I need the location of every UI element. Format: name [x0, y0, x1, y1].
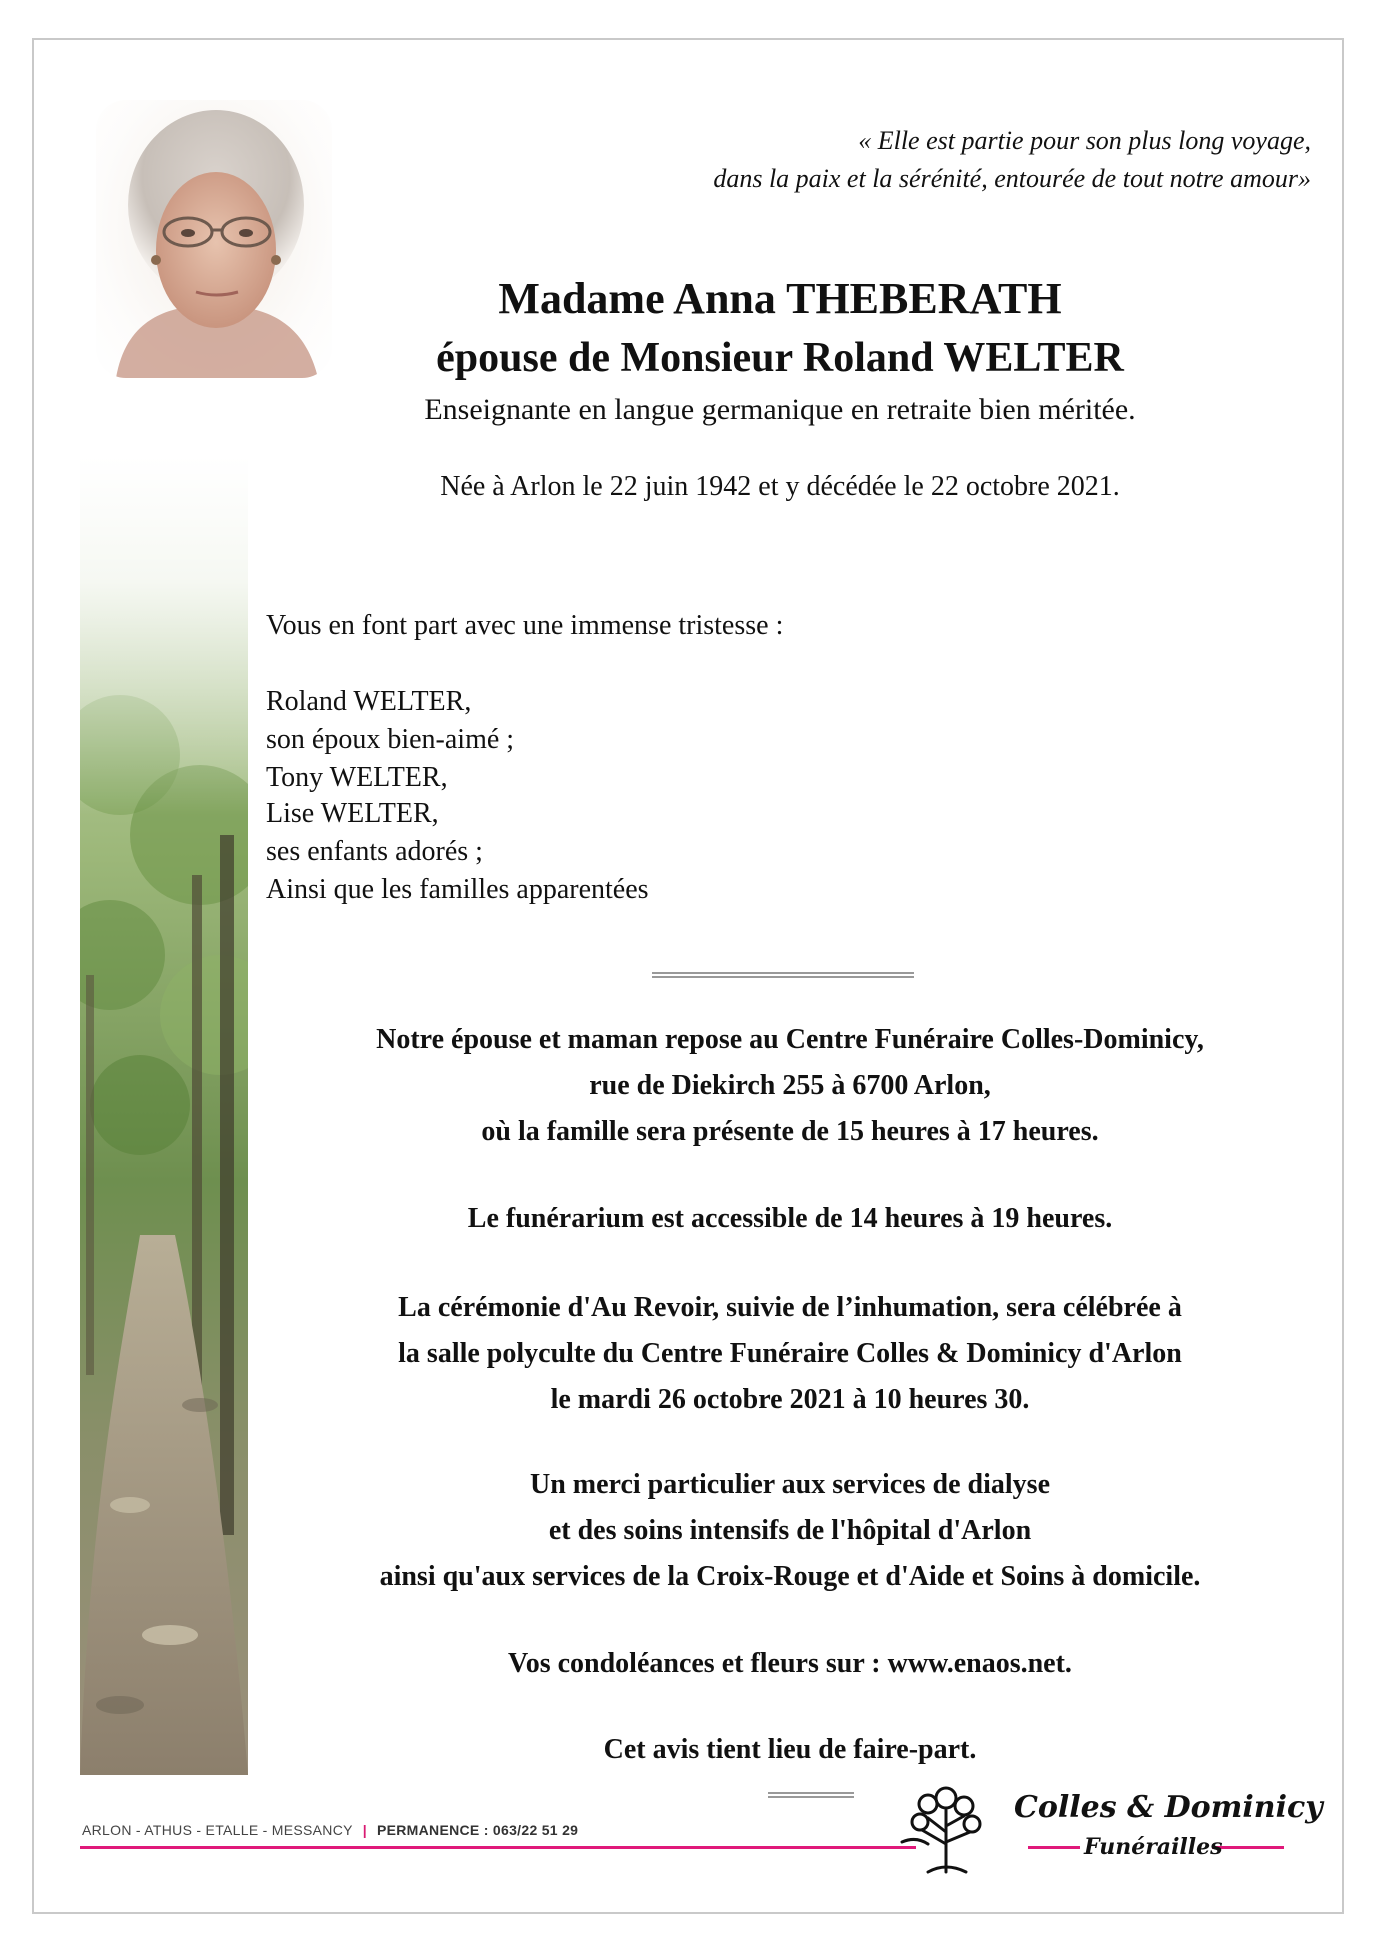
- footer-pink-line: [80, 1846, 916, 1849]
- ceremony-line-2: la salle polyculte du Centre Funéraire Colles & Dominicy d'Arlon: [398, 1338, 1182, 1369]
- forest-fade: [80, 455, 248, 815]
- footer-separator: |: [362, 1822, 367, 1838]
- thanks-line-2: et des soins intensifs de l'hôpital d'Arlon: [548, 1515, 1032, 1546]
- portrait-photo: [96, 100, 332, 378]
- husband-role: son époux bien-aimé ;: [266, 724, 515, 755]
- condolences-info: [270, 1641, 1310, 1687]
- condolences-line: Vos condoléances et fleurs sur : www.enaos.net.: [508, 1648, 1072, 1679]
- birth-death-dates: Née à Arlon le 22 juin 1942 et y décédée le 22 octobre 2021.: [440, 471, 1120, 502]
- child-name-2: Lise WELTER,: [266, 798, 439, 829]
- children-role: ses enfants adorés ;: [266, 836, 483, 867]
- spouse-line: épouse de Monsieur Roland WELTER: [436, 335, 1124, 381]
- thanks-line-1: Un merci particulier aux services de dialyse: [530, 1469, 1050, 1500]
- footer-contact: [82, 1822, 578, 1838]
- footer-divider: [768, 1792, 854, 1798]
- rest-line-2: rue de Diekirch 255 à 6700 Arlon,: [589, 1070, 991, 1101]
- family-intro: Vous en font part avec une immense tristesse :: [266, 610, 784, 641]
- section-divider: [652, 972, 914, 978]
- brand-subtitle: Funérailles: [1084, 1834, 1223, 1860]
- relatives-line: Ainsi que les familles apparentées: [266, 874, 649, 905]
- ceremony-info: [270, 1285, 1310, 1423]
- profession-line: Enseignante en langue germanique en retraite bien méritée.: [424, 393, 1136, 426]
- quote-line-1: « Elle est partie pour son plus long voyage,: [858, 126, 1311, 155]
- epitaph-quote: [551, 122, 1311, 198]
- thanks-info: [270, 1462, 1310, 1600]
- forest-path-photo: [80, 455, 248, 1775]
- access-info: [270, 1196, 1310, 1242]
- quote-line-2: dans la paix et la sérénité, entourée de tout notre amour»: [713, 164, 1311, 193]
- husband-name: Roland WELTER,: [266, 686, 472, 717]
- deceased-name: Madame Anna THEBERATH: [498, 274, 1062, 323]
- company-logo: [888, 1782, 1323, 1882]
- ceremony-line-1: La cérémonie d'Au Revoir, suivie de l’inhumation, sera célébrée à: [398, 1292, 1182, 1323]
- access-line: Le funérarium est accessible de 14 heures à 19 heures.: [467, 1203, 1113, 1234]
- notice-info: [270, 1727, 1310, 1773]
- ceremony-line-3: le mardi 26 octobre 2021 à 10 heures 30.: [550, 1384, 1030, 1415]
- thanks-line-3: ainsi qu'aux services de la Croix-Rouge et d'Aide et Soins à domicile.: [379, 1561, 1201, 1592]
- tree-logo-icon: [888, 1782, 998, 1882]
- footer-permanence: PERMANENCE : 063/22 51 29: [377, 1822, 579, 1838]
- brand-name: Colles & Dominicy: [1014, 1790, 1323, 1825]
- rest-info: [270, 1017, 1310, 1155]
- child-name-1: Tony WELTER,: [266, 762, 448, 793]
- notice-line: Cet avis tient lieu de faire-part.: [603, 1734, 977, 1765]
- rest-line-3: où la famille sera présente de 15 heures à 17 heures.: [481, 1116, 1099, 1147]
- footer-locations: ARLON - ATHUS - ETALLE - MESSANCY: [82, 1822, 353, 1838]
- rest-line-1: Notre épouse et maman repose au Centre Funéraire Colles-Dominicy,: [376, 1024, 1204, 1055]
